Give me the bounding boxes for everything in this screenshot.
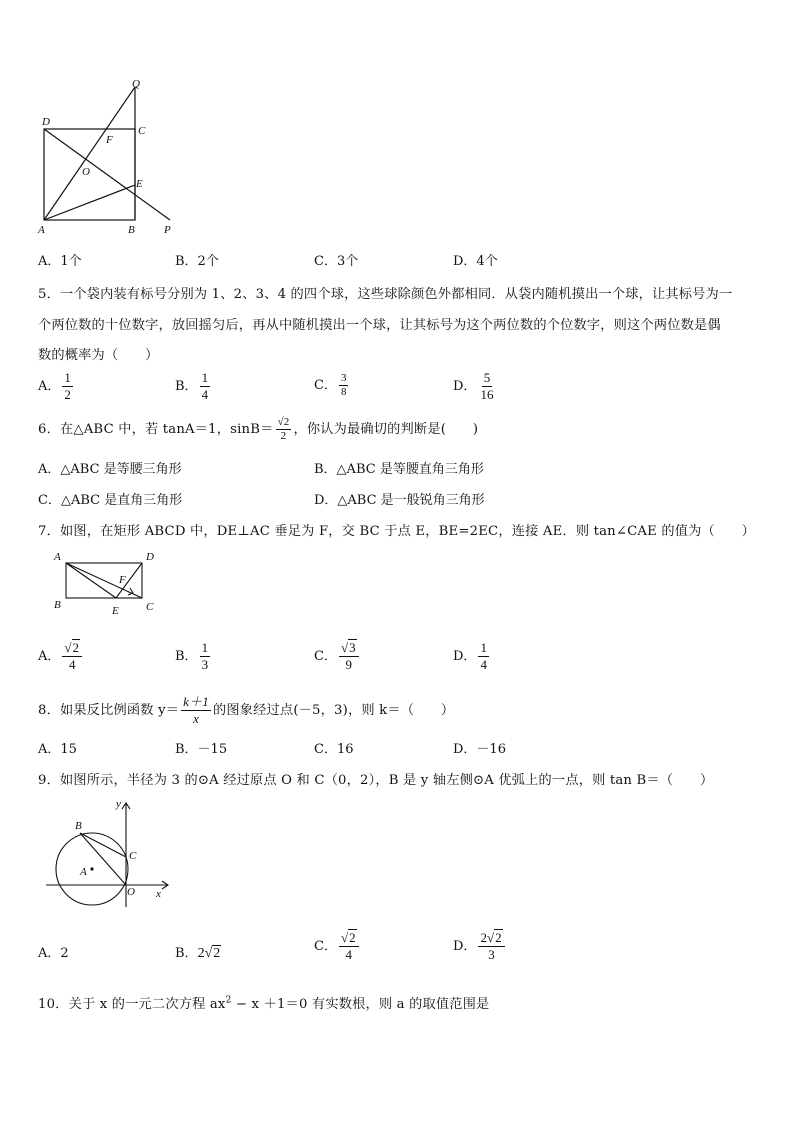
- q4-option-d: D．4个: [453, 254, 498, 269]
- label-e: E: [112, 605, 119, 617]
- q8-option-d: D．－16: [453, 742, 506, 757]
- label-e: E: [136, 178, 143, 190]
- label-a: A: [54, 551, 61, 563]
- q5-stem-line1: 5．一个袋内装有标号分别为 1、2、3、4 的四个球，这些球除颜色外都相同．从袋内随机摸出一个球，让其标号为一: [38, 287, 733, 302]
- q8-option-c: C．16: [314, 742, 354, 757]
- q6-option-a: A．△ABC 是等腰三角形: [38, 462, 182, 477]
- label-o: O: [127, 886, 135, 898]
- q5-option-c: C． $\frac{3}{8}$: [314, 372, 347, 398]
- q5-stem-line3: 数的概率为（ ）: [38, 348, 159, 363]
- label-a: A: [38, 224, 45, 236]
- q5-option-d: D． $\frac{5}{16}$: [453, 370, 494, 402]
- label-d: D: [146, 551, 154, 563]
- label-x: x: [156, 888, 161, 900]
- q4-option-c: C．3个: [314, 254, 359, 269]
- label-q: Q: [132, 78, 140, 90]
- q7-option-b: B． $\frac{1}{3}$: [175, 640, 209, 672]
- q8-option-a: A．15: [38, 742, 77, 757]
- q5-option-a: A． $\frac{1}{2}$: [38, 370, 71, 402]
- q7-stem: 7．如图，在矩形 ABCD 中，DE⊥AC 垂足为 F，交 BC 于点 E，BE=2EC，连接 AE．则 tan∠CAE 的值为（ ）: [38, 524, 756, 539]
- label-c: C: [146, 601, 154, 613]
- q6-option-b: B．△ABC 是等腰直角三角形: [314, 462, 484, 477]
- label-c: C: [138, 125, 146, 137]
- label-f: F: [106, 134, 113, 146]
- q9-option-c: C． $\frac{√2}{4}$: [314, 930, 361, 963]
- q4-option-a: A．1个: [38, 254, 82, 269]
- q9-option-d: D． $\frac{2√2}{3}$: [453, 930, 507, 963]
- q4-option-b: B．2个: [175, 254, 219, 269]
- q6-stem: 6．在△ABC 中，若 tanA＝1，sinB＝ $\frac{√2}{2}$ ，你认为最确切的判断是( ): [38, 416, 479, 442]
- q6-option-c: C．△ABC 是直角三角形: [38, 493, 183, 508]
- q6-option-d: D．△ABC 是一般锐角三角形: [314, 493, 485, 508]
- q9-option-a: A．2: [38, 946, 69, 961]
- label-p: P: [164, 224, 171, 236]
- q5-stem-line2: 个两位数的十位数字，放回摇匀后，再从中随机摸出一个球，让其标号为这个两位数的个位数字，则这个两位数是偶: [38, 318, 721, 333]
- label-b: B: [75, 820, 82, 832]
- figure-q7-rectangle: [48, 548, 168, 618]
- q7-option-a: A． $\frac{√2}{4}$: [38, 640, 84, 673]
- label-o: O: [82, 166, 90, 178]
- label-a: A: [80, 866, 87, 878]
- q9-option-b: B．2√2: [175, 946, 221, 961]
- label-b: B: [54, 599, 61, 611]
- q5-option-b: B． $\frac{1}{4}$: [175, 370, 209, 402]
- label-d: D: [42, 116, 50, 128]
- q7-option-d: D． $\frac{1}{4}$: [453, 640, 487, 672]
- label-b: B: [128, 224, 135, 236]
- figure-q9-circle: [40, 795, 180, 915]
- q10-stem: 10．关于 x 的一元二次方程 $ax^2 - x +1=0$ 有实数根，则 a 的取值范围是: [38, 995, 490, 1012]
- figure-q4-square: [30, 75, 190, 240]
- label-f: F: [119, 574, 126, 586]
- q9-stem: 9．如图所示，半径为 3 的⊙A 经过原点 O 和 C（0，2），B 是 y 轴左侧⊙A 优弧上的一点，则 tan B＝（ ）: [38, 773, 714, 788]
- q8-stem: 8．如果反比例函数 y＝ $\frac{k+1}{x}$ 的图象经过点(－5，3)，则 k＝（ ）: [38, 694, 455, 726]
- label-c: C: [129, 850, 137, 862]
- q7-option-c: C． $\frac{√3}{9}$: [314, 640, 361, 673]
- q8-option-b: B．－15: [175, 742, 228, 757]
- label-y: y: [116, 798, 121, 810]
